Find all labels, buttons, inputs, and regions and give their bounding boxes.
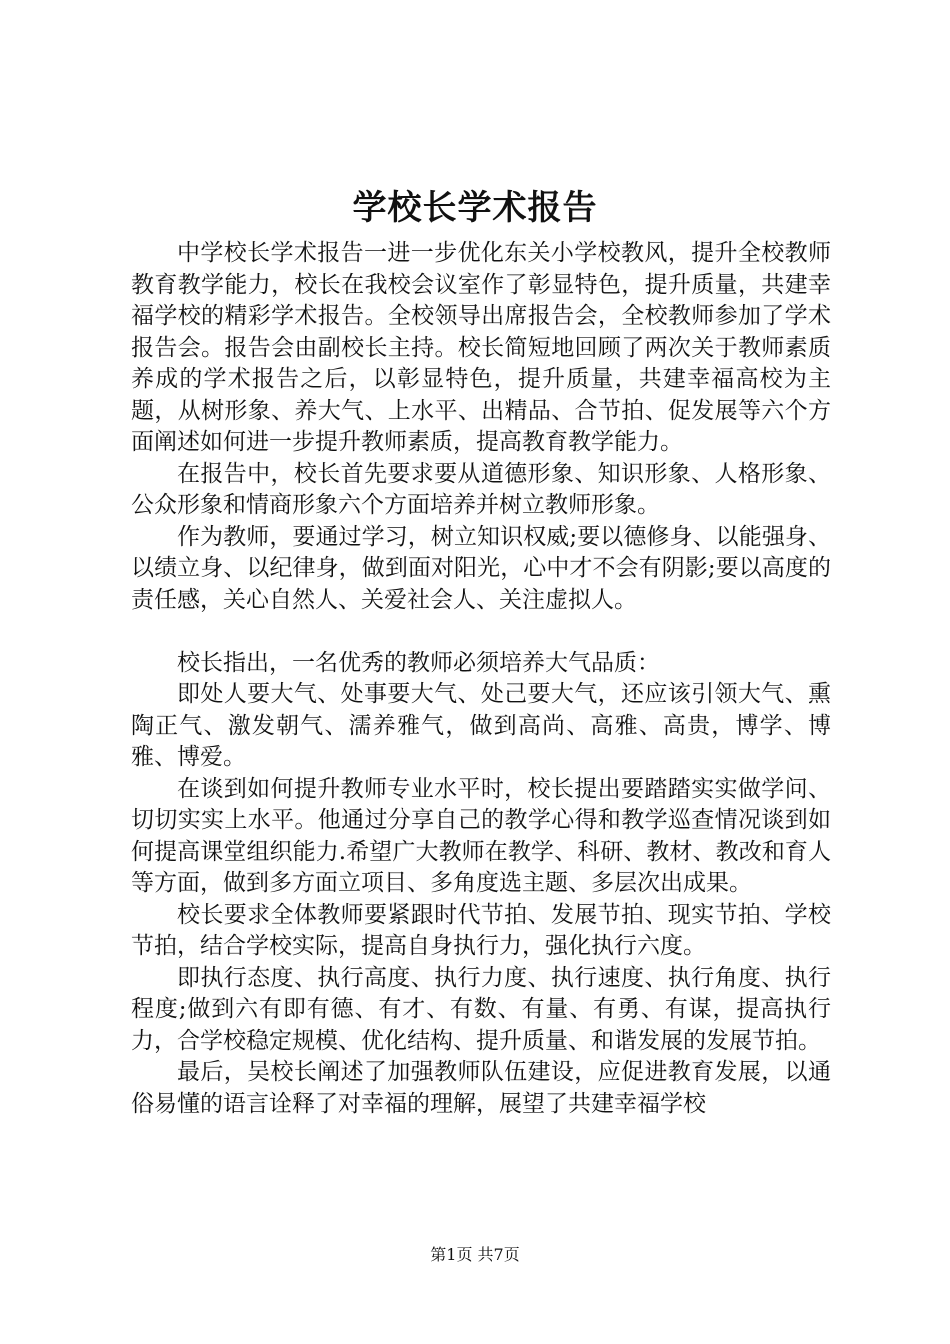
paragraph-6: 在谈到如何提升教师专业水平时，校长提出要踏踏实实做学问、切切实实上水平。他通过分享自己的教学心得和教学巡查情况谈到如何提高课堂组织能力.希望广大教师在教学、科研、教材、教改和育人等方面，做到多方面立项目、多角度选主题、多层次出成果。 [131, 775, 831, 896]
paragraph-8: 即执行态度、执行高度、执行力度、执行速度、执行角度、执行程度;做到六有即有德、有才、有数、有量、有勇、有谋，提高执行力，合学校稳定规模、优化结构、提升质量、和谐发展的发展节拍。 [131, 964, 831, 1054]
document-title: 学校长学术报告 [352, 188, 598, 228]
document-body [131, 238, 831, 1120]
page-number: 第1页 共7页 [430, 1245, 520, 1264]
paragraph-9: 最后，吴校长阐述了加强教师队伍建设，应促进教育发展，以通俗易懂的语言诠释了对幸福的理解，展望了共建幸福学校 [131, 1059, 831, 1117]
paragraph-5: 即处人要大气、处事要大气、处己要大气，还应该引领大气、熏陶正气、激发朝气、濡养雅气，做到高尚、高雅、高贵，博学、博雅、博爱。 [131, 681, 831, 770]
paragraph-4: 校长指出，一名优秀的教师必须培养大气品质： [177, 649, 660, 676]
paragraph-7: 校长要求全体教师要紧跟时代节拍、发展节拍、现实节拍、学校节拍，结合学校实际，提高自身执行力，强化执行六度。 [131, 901, 831, 959]
paragraph-3: 作为教师，要通过学习，树立知识权威;要以德修身、以能强身、以绩立身、以纪律身，做到面对阳光，心中才不会有阴影;要以高度的责任感，关心自然人、关爱社会人、关注虚拟人。 [131, 523, 831, 613]
paragraph-1: 中学校长学术报告一进一步优化东关小学校教风，提升全校教师教育教学能力，校长在我校会议室作了彰显特色，提升质量，共建幸福学校的精彩学术报告。全校领导出席报告会，全校教师参加了学术报告会。报告会由副校长主持。校长简短地回顾了两次关于教师素质养成的学术报告之后，以彰显特色，提升质量，共建幸福高校为主题，从树形象、养大气、上水平、出精品、合节拍、促发展等六个方面阐述如何进一步提升教师素质，提高教育教学能力。 [131, 240, 831, 455]
paragraph-2: 在报告中，校长首先要求要从道德形象、知识形象、人格形象、公众形象和情商形象六个方面培养并树立教师形象。 [131, 460, 831, 518]
